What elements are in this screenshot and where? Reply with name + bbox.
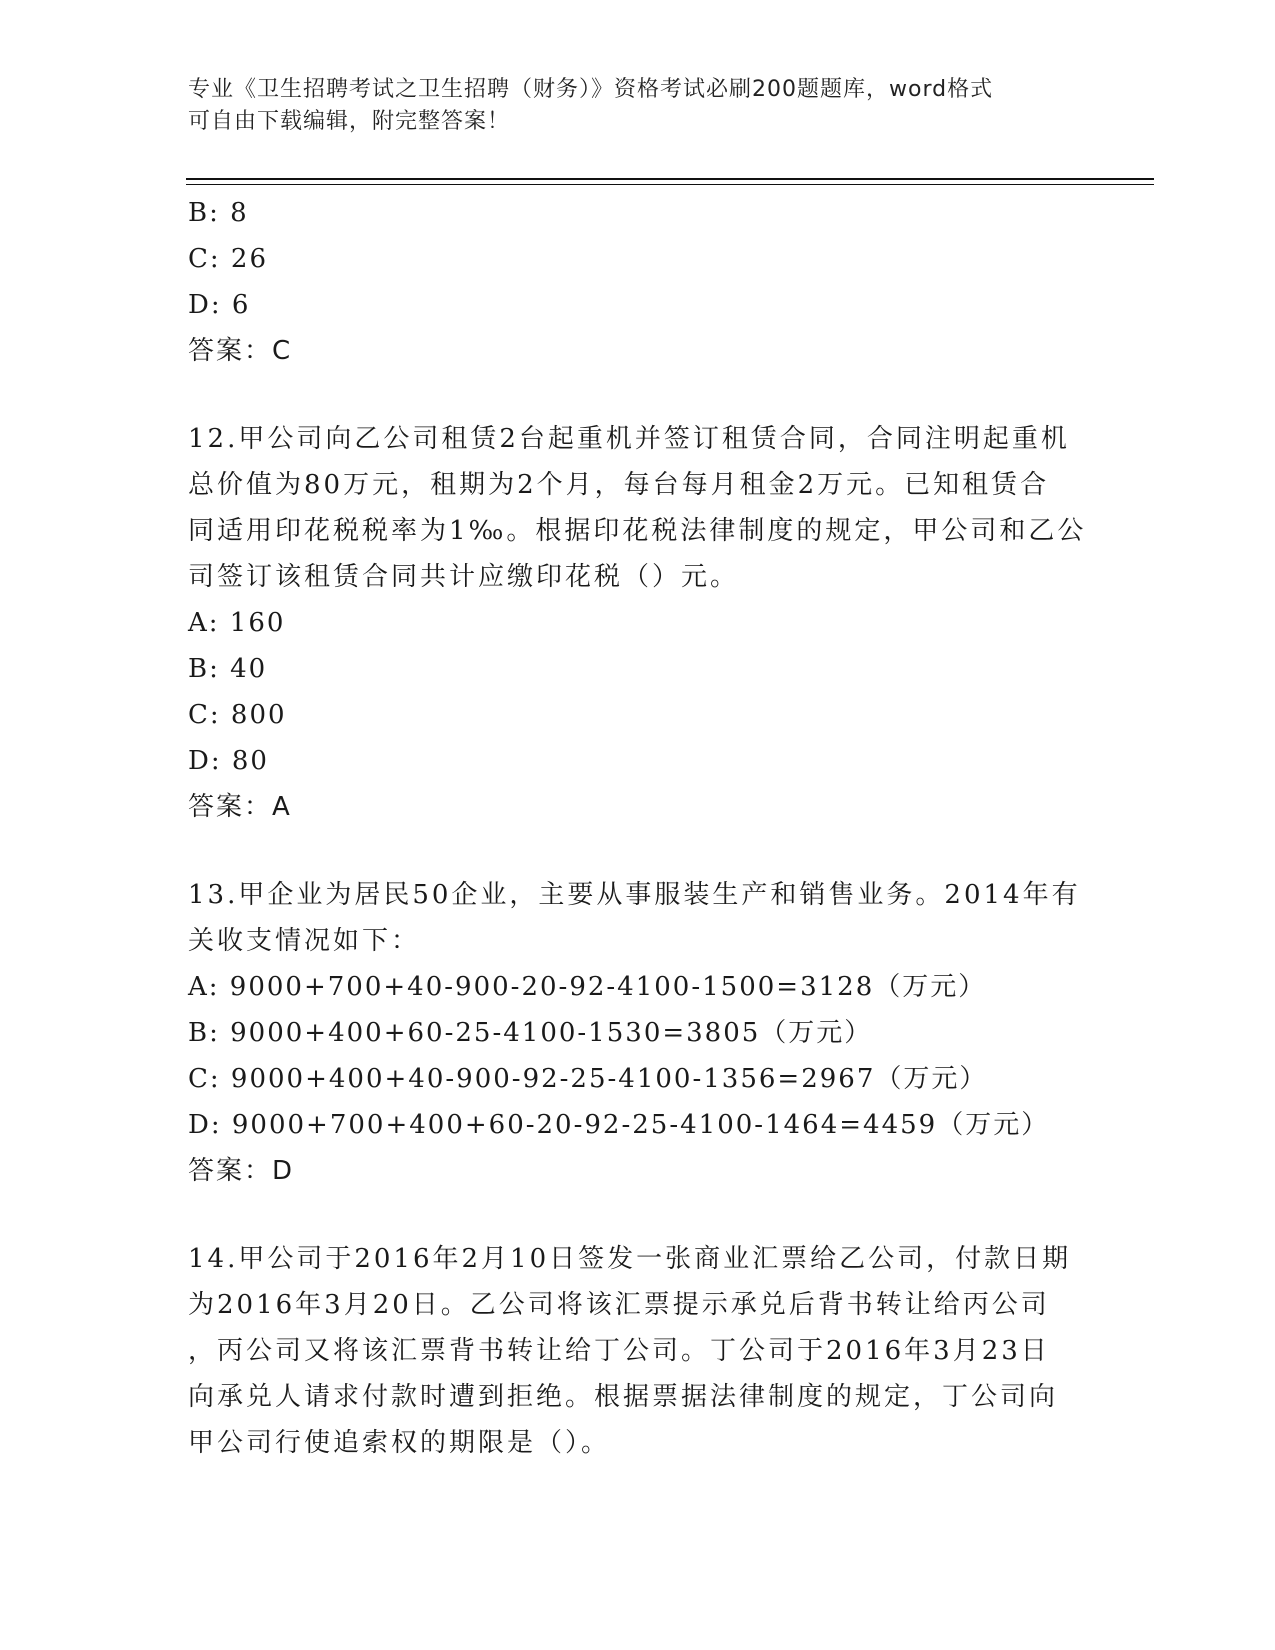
question-11-tail xyxy=(188,190,1088,374)
answer-line: 答案：C xyxy=(188,336,293,366)
option-d: D: 80 xyxy=(188,746,269,776)
document-header xyxy=(188,74,1068,138)
answer-line: 答案：A xyxy=(188,792,292,822)
question-12 xyxy=(188,416,1088,830)
question-14 xyxy=(188,1236,1088,1466)
option-d: D: 9000+700+400+60-20-92-25-4100-1464=4459（万元） xyxy=(188,1110,1050,1140)
answer-line: 答案：D xyxy=(188,1156,295,1186)
option-a: A: 160 xyxy=(188,608,286,638)
option-c: C: 800 xyxy=(188,700,287,730)
header-divider-thin xyxy=(186,184,1154,185)
option-c: C: 26 xyxy=(188,244,269,274)
option-b: B: 8 xyxy=(188,198,249,228)
question-text-line: 司签订该租赁合同共计应缴印花税（）元。 xyxy=(188,562,740,592)
question-text-line: 关收支情况如下： xyxy=(188,926,421,956)
question-text-line: 为2016年3月20日。乙公司将该汇票提示承兑后背书转让给丙公司 xyxy=(188,1290,1050,1320)
header-line-1: 专业《卫生招聘考试之卫生招聘（财务）》资格考试必刷200题题库，word格式 xyxy=(188,77,994,102)
question-text-line: 甲公司行使追索权的期限是（）。 xyxy=(188,1428,611,1458)
question-text-line: 14.甲公司于2016年2月10日签发一张商业汇票给乙公司，付款日期 xyxy=(188,1244,1072,1274)
question-text-line: 12.甲公司向乙公司租赁2台起重机并签订租赁合同，合同注明起重机 xyxy=(188,424,1070,454)
header-line-2: 可自由下载编辑，附完整答案！ xyxy=(188,109,511,134)
option-b: B: 40 xyxy=(188,654,268,684)
question-text-line: 总价值为80万元，租期为2个月，每台每月租金2万元。已知租赁合 xyxy=(188,470,1050,500)
question-text-line: 同适用印花税税率为1‰。根据印花税法律制度的规定，甲公司和乙公 xyxy=(188,516,1087,546)
question-13 xyxy=(188,872,1088,1194)
option-c: C: 9000+400+40-900-92-25-4100-1356=2967（万元） xyxy=(188,1064,988,1094)
option-d: D: 6 xyxy=(188,290,251,320)
question-text-line: ，丙公司又将该汇票背书转让给丁公司。丁公司于2016年3月23日 xyxy=(188,1336,1050,1366)
question-text-line: 向承兑人请求付款时遭到拒绝。根据票据法律制度的规定，丁公司向 xyxy=(188,1382,1059,1412)
option-a: A: 9000+700+40-900-20-92-4100-1500=3128（万元） xyxy=(188,972,987,1002)
header-divider-thick xyxy=(186,178,1154,180)
option-b: B: 9000+400+60-25-4100-1530=3805（万元） xyxy=(188,1018,873,1048)
question-text-line: 13.甲企业为居民50企业，主要从事服装生产和销售业务。2014年有 xyxy=(188,880,1081,910)
document-body xyxy=(188,190,1088,1466)
